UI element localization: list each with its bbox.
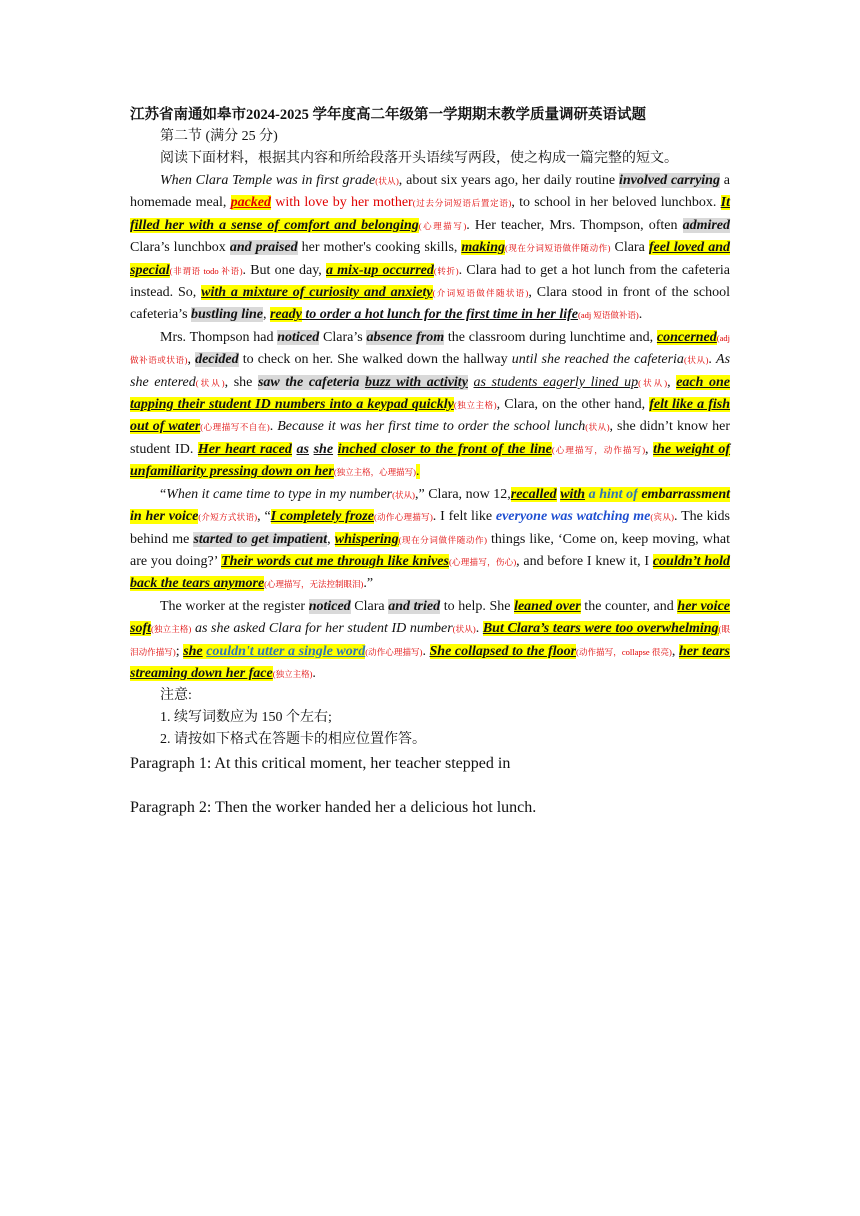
passage-paragraph-3 xyxy=(130,484,730,596)
highlighted-phrase: her tears streaming down her face xyxy=(130,643,730,681)
highlighted-phrase: recalled xyxy=(510,486,557,502)
highlighted-phrase: But Clara’s tears were too overwhelming xyxy=(482,621,719,637)
highlighted-phrase: noticed xyxy=(277,329,320,345)
highlighted-phrase: everyone was watching me xyxy=(495,509,651,525)
text-span: her mother's cooking skills, xyxy=(297,240,462,256)
passage-paragraph-4 xyxy=(130,596,730,686)
grammar-note: (adj 短语做补语) xyxy=(578,310,639,321)
grammar-note: (状从) xyxy=(452,624,476,635)
highlighted-phrase: It filled her with a sense of comfort and belonging xyxy=(130,195,730,233)
text-span: . xyxy=(475,621,483,637)
text-span: . I felt like xyxy=(432,509,496,525)
text-span: . xyxy=(638,307,643,323)
text-span: , “ xyxy=(257,509,271,525)
text-span: , about six years ago, her daily routine xyxy=(398,173,619,188)
highlighted-phrase: Their words cut me through like knives xyxy=(221,553,449,569)
text-span: . xyxy=(312,665,316,681)
grammar-note: (独立主格) xyxy=(453,400,497,411)
paragraph-2-prompt: Paragraph 2: Then the worker handed her a delicious hot lunch. xyxy=(130,799,537,817)
highlighted-phrase: feel loved and special xyxy=(130,240,730,278)
document-page xyxy=(130,104,730,819)
text-span: to help. She xyxy=(440,598,515,614)
highlighted-phrase: started to get impatient xyxy=(193,531,328,547)
text-span: . Her teacher, Mrs. Thompson, often xyxy=(466,217,683,233)
text-span: the counter, and xyxy=(580,598,678,614)
text-span: , xyxy=(262,307,270,323)
instruction-text: 阅读下面材料，根据其内容和所给段落开头语续写两段，使之构成一篇完整的短文。 xyxy=(160,151,678,166)
underlined-phrase: she xyxy=(313,441,334,457)
text-span: a homemade meal, xyxy=(130,173,730,211)
grammar-note: (现在分词做伴随动作) xyxy=(398,534,487,545)
highlighted-phrase: a mix-up occurred xyxy=(325,262,434,278)
underlined-phrase: as xyxy=(296,441,309,457)
highlighted-phrase: couldn’t hold back the tears anymore xyxy=(130,553,730,592)
highlighted-phrase: embarrassment in her voice xyxy=(130,486,731,525)
text-span: Clara xyxy=(350,598,389,614)
document-title: 江苏省南通如皋市2024-2025 学年度高二年级第一学期期末教学质量调研英语试题 xyxy=(130,107,646,123)
grammar-note: (心理描写不自在) xyxy=(200,422,270,433)
notes-heading: 注意: xyxy=(160,688,192,704)
text-span: . xyxy=(269,419,278,435)
text-span: “ xyxy=(160,486,167,502)
highlighted-phrase: concerned xyxy=(656,329,717,345)
note-item: 2. 请按如下格式在答题卡的相应位置作答。 xyxy=(160,732,426,748)
highlighted-phrase: inched closer to the front of the line xyxy=(337,441,552,457)
text-span: The worker at the register xyxy=(160,598,309,614)
text-span: Clara xyxy=(610,240,649,256)
highlighted-phrase: buzz with activity xyxy=(364,374,468,390)
grammar-note: (过去分词短语后置定语) xyxy=(412,198,512,209)
grammar-note: (状从) xyxy=(683,355,709,366)
section-heading: 第二节 (满分 25 分) xyxy=(160,129,278,144)
highlighted-phrase: ready xyxy=(269,307,302,323)
grammar-note: (状从) xyxy=(195,377,225,388)
text-span: , she xyxy=(224,374,258,390)
highlighted-phrase: I completely froze xyxy=(270,509,374,525)
text-span: things like, ‘Come on, keep moving, what are you doing?’ xyxy=(130,531,730,569)
grammar-note: (状从) xyxy=(375,176,399,186)
text-span: the classroom during lunchtime and, xyxy=(444,329,657,345)
grammar-note: (adj 做补语或状语) xyxy=(130,332,730,366)
text-span: Mrs. Thompson had xyxy=(160,329,278,345)
text-span: When Clara Temple was in first grade xyxy=(160,173,376,188)
highlighted-phrase: noticed xyxy=(308,598,351,614)
paragraph-1-prompt: Paragraph 1: At this critical moment, her teacher stepped in xyxy=(130,755,511,773)
grammar-note: (动作心理描写) xyxy=(365,646,423,657)
passage-paragraph-2 xyxy=(130,327,730,484)
text-span: , and before I knew it, I xyxy=(516,553,653,569)
text-span: , xyxy=(327,531,335,547)
note-item: 1. 续写词数应为 150 个左右; xyxy=(160,710,332,726)
text-span: , xyxy=(187,352,196,368)
grammar-note: (独立主格，心理描写) xyxy=(333,467,416,478)
highlighted-phrase: involved carrying xyxy=(618,173,720,188)
underlined-phrase: to order a hot lunch for the first time in her life xyxy=(301,307,579,323)
text-span: . xyxy=(708,352,717,368)
highlighted-phrase: and tried xyxy=(388,598,441,614)
highlighted-phrase: the weight of unfamiliarity pressing down on her xyxy=(130,441,731,480)
grammar-note: (心理描写，动作描写) xyxy=(551,444,646,455)
grammar-note: (状从) xyxy=(392,489,415,500)
passage-paragraph-1 xyxy=(130,170,730,327)
grammar-note: (心理描写) xyxy=(418,220,467,231)
text-span: . xyxy=(422,643,430,659)
text-span: with love by her mother xyxy=(271,195,413,211)
highlighted-phrase: with xyxy=(560,486,586,502)
text-span: , xyxy=(645,441,654,457)
highlighted-phrase: packed xyxy=(230,195,272,211)
text-span: to check on her. She walked down the hallway xyxy=(238,352,512,368)
text-span: , xyxy=(667,374,677,390)
text-span: until she reached the cafeteria xyxy=(511,352,684,368)
text-span: ,” Clara, now 12, xyxy=(414,486,511,502)
grammar-note: (介短方式状语) xyxy=(198,512,258,523)
grammar-note: (心理描写，伤心) xyxy=(448,556,517,567)
highlighted-phrase: leaned over xyxy=(514,598,581,614)
text-span: as she asked Clara for her student ID number xyxy=(194,621,453,637)
grammar-note: (心理描写，无法控制眼泪) xyxy=(264,579,364,590)
text-span: . The kids behind me xyxy=(130,509,730,547)
highlighted-phrase: couldn't utter a single word xyxy=(206,643,366,659)
highlighted-phrase: making xyxy=(461,240,505,256)
text-span: , to school in her beloved lunchbox. xyxy=(511,195,721,211)
grammar-note: (介词短语做伴随状语) xyxy=(432,288,529,299)
grammar-note: (动作心理描写) xyxy=(373,512,433,523)
highlighted-phrase: she xyxy=(183,643,203,659)
highlighted-phrase: and praised xyxy=(229,240,298,256)
highlighted-phrase: each one tapping their student ID numbers into a keypad quickly xyxy=(130,374,730,413)
text-span xyxy=(333,442,338,457)
highlighted-phrase: saw the cafeteria xyxy=(257,374,365,390)
text-span: Because it was her first time to order the school lunch xyxy=(277,419,586,435)
grammar-note: (非谓语 todo 补语) xyxy=(169,265,243,276)
text-span: , she didn’t know her student ID. xyxy=(130,419,730,457)
text-span: . But one day, xyxy=(242,262,326,278)
text-span: , Clara stood in front of the school cafeteria’s xyxy=(130,285,730,323)
grammar-note: (状从) xyxy=(585,422,610,433)
grammar-note: (独立主格) xyxy=(151,624,192,635)
underlined-phrase: as students eagerly lined up xyxy=(473,374,639,390)
highlighted-phrase: absence from xyxy=(366,329,445,345)
grammar-note: (独立主格) xyxy=(272,668,313,679)
text-span: As she entered xyxy=(130,352,731,390)
highlighted-phrase: Her heart raced xyxy=(197,441,292,457)
text-span: . Clara had to get a hot lunch from the cafeteria instead. So, xyxy=(130,262,730,301)
highlighted-phrase: with a mixture of curiosity and anxiety xyxy=(201,285,433,301)
text-span: Clara’s xyxy=(319,329,367,345)
text-span: When it came time to type in my number xyxy=(166,486,393,502)
text-span: , xyxy=(671,643,679,659)
grammar-note: (宾从) xyxy=(650,512,675,523)
text-span: ; xyxy=(175,643,184,659)
highlighted-phrase: whispering xyxy=(334,531,399,547)
highlighted-phrase: felt like a fish out of water xyxy=(130,397,731,435)
highlighted-phrase: a hint of xyxy=(588,486,638,502)
text-span: . xyxy=(416,464,420,480)
grammar-note: (转折) xyxy=(433,265,459,276)
grammar-note: (状从) xyxy=(638,377,668,388)
highlighted-phrase: bustling line xyxy=(191,307,263,323)
text-span: Clara’s lunchbox xyxy=(130,240,230,256)
highlighted-phrase: decided xyxy=(195,352,239,368)
highlighted-phrase: her voice soft xyxy=(130,598,731,637)
grammar-note: (眼泪动作描写) xyxy=(130,624,730,657)
grammar-note: (现在分词短语做伴随动作) xyxy=(505,243,611,254)
text-span: .” xyxy=(363,576,374,592)
text-span: , Clara, on the other hand, xyxy=(496,397,650,413)
highlighted-phrase: admired xyxy=(682,217,731,233)
highlighted-phrase: She collapsed to the floor xyxy=(429,643,577,659)
grammar-note: (动作描写，collapse 很亮) xyxy=(576,646,672,657)
